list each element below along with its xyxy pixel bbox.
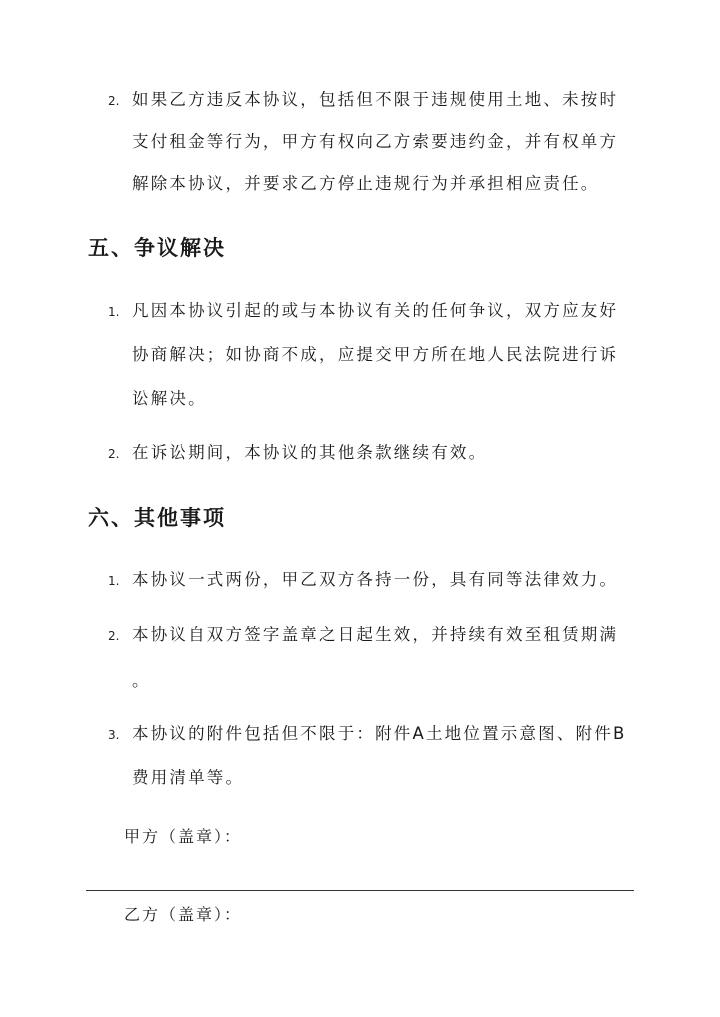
clause-line: 解除本协议，并要求乙方停止违规行为并承担相应责任。 — [132, 174, 600, 193]
party-b-seal-label: 乙方（盖章）： — [124, 905, 243, 924]
clause-line: 本协议一式两份，甲乙双方各持一份，具有同等法律效力。 — [132, 570, 619, 589]
clause-number: 3. — [108, 728, 120, 742]
divider-line — [86, 890, 634, 891]
clause-line: 讼解决。 — [132, 389, 207, 408]
party-a-seal-label: 甲方（盖章）： — [124, 827, 243, 846]
clause-line: 协商解决；如协商不成，应提交甲方所在地人民法院进行诉 — [132, 345, 619, 364]
clause-line: 支付租金等行为，甲方有权向乙方索要违约金，并有权单方 — [132, 132, 619, 151]
clause-line: 如果乙方违反本协议，包括但不限于违规使用土地、未按时 — [132, 90, 619, 109]
clause-line: 在诉讼期间，本协议的其他条款继续有效。 — [132, 443, 488, 462]
clause-line: 本协议的附件包括但不限于：附件A土地位置示意图、附件B — [132, 724, 627, 743]
clause-number: 2. — [108, 629, 120, 643]
section-heading-other: 六、其他事项 — [88, 505, 226, 530]
clause-number: 1. — [108, 305, 120, 319]
clause-number: 1. — [108, 574, 120, 588]
clause-line: 。 — [132, 671, 151, 690]
clause-number: 2. — [108, 94, 120, 108]
clause-line: 凡因本协议引起的或与本协议有关的任何争议，双方应友好 — [132, 301, 619, 320]
section-heading-dispute: 五、争议解决 — [88, 235, 226, 260]
clause-line: 费用清单等。 — [132, 768, 245, 787]
clause-number: 2. — [108, 447, 120, 461]
clause-line: 本协议自双方签字盖章之日起生效，并持续有效至租赁期满 — [132, 625, 619, 644]
